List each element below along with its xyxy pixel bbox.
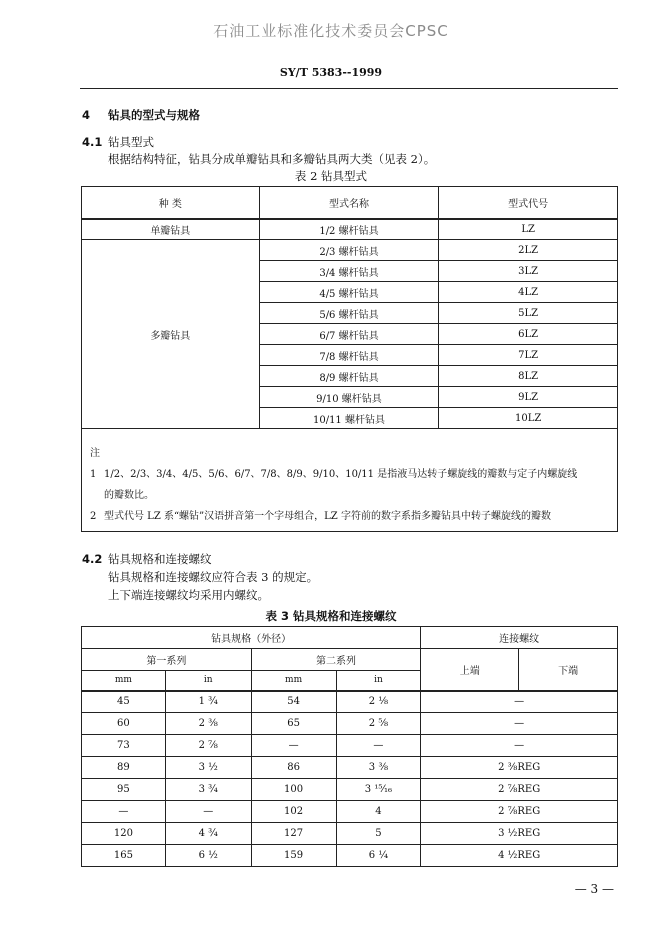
table-3-header-lower: 下端	[519, 649, 618, 691]
table-2-single-category: 单瓣钻具	[82, 219, 260, 240]
table-2-header-category: 种 类	[82, 187, 260, 219]
table-2-caption: 表 2 钻具型式	[294, 169, 368, 183]
table-3-cell-s2-in: 2 ⅝	[336, 713, 421, 735]
table-2-cell-name: 10/11 螺杆钻具	[259, 408, 439, 429]
table-2-cell-code: 9LZ	[439, 387, 618, 408]
table-3-cell-thread: —	[421, 735, 618, 757]
table-3-cell-s1-in: 4 ¾	[165, 823, 251, 845]
table-2-cell-name: 5/6 螺杆钻具	[259, 303, 439, 324]
table-3-cell-s1-mm: 73	[82, 735, 166, 757]
table-2-note-row	[82, 429, 618, 532]
table-2-cell-code: 3LZ	[439, 261, 618, 282]
table-3-cell-s2-mm: —	[251, 735, 336, 757]
table-3-cell-thread: 2 ⅜REG	[421, 757, 618, 779]
table-row	[82, 823, 618, 845]
note-title: 注	[90, 448, 100, 459]
table-row	[82, 219, 618, 240]
table-2-cell-code: 6LZ	[439, 324, 618, 345]
section-4-1-heading	[82, 134, 154, 150]
watermark: 石油工业标准化技术委员会CPSC	[213, 22, 449, 40]
table-row	[82, 757, 618, 779]
table-row	[82, 779, 618, 801]
table-3-header-row-1	[82, 627, 618, 649]
table-3-cell-s2-mm: 86	[251, 757, 336, 779]
table-3-cell-s1-mm: —	[82, 801, 166, 823]
table-row	[82, 240, 618, 261]
section-4-2-heading	[82, 551, 212, 567]
note-2-text: 型式代号 LZ 系“螺钻”汉语拼音第一个字母组合，LZ 字符前的数字系指多瓣钻具中转子螺旋线的瓣数	[104, 511, 551, 522]
table-3-cell-s1-in: 6 ½	[165, 845, 251, 867]
table-3-cell-s2-mm: 127	[251, 823, 336, 845]
table-3-cell-s1-mm: 45	[82, 691, 166, 713]
table-3-cell-thread: 2 ⅞REG	[421, 779, 618, 801]
page-number: — 3 —	[574, 882, 614, 896]
note-1-line-2: 的瓣数比。	[104, 490, 154, 501]
table-3-cell-s2-in: 4	[336, 801, 421, 823]
table-3-header-series-2: 第二系列	[251, 649, 421, 671]
table-3-cell-thread: 4 ½REG	[421, 845, 618, 867]
table-2-cell-code: 10LZ	[439, 408, 618, 429]
table-3-cell-s1-in: 2 ⅜	[165, 713, 251, 735]
table-3-cell-s2-in: 2 ⅛	[336, 691, 421, 713]
table-3-cell-s1-mm: 120	[82, 823, 166, 845]
section-4-2-title: 钻具规格和连接螺纹	[108, 552, 212, 566]
table-3-header-upper: 上端	[421, 649, 519, 691]
table-3-header-spec: 钻具规格（外径）	[82, 627, 421, 649]
table-3-cell-s2-mm: 159	[251, 845, 336, 867]
table-3-cell-thread: —	[421, 691, 618, 713]
table-3-cell-thread: 2 ⅞REG	[421, 801, 618, 823]
table-3-header-series-1: 第一系列	[82, 649, 252, 671]
table-3-cell-s1-mm: 95	[82, 779, 166, 801]
table-2-cell-name: 6/7 螺杆钻具	[259, 324, 439, 345]
note-1	[90, 464, 609, 485]
section-4-heading	[82, 107, 200, 123]
table-3-header-thread: 连接螺纹	[421, 627, 618, 649]
table-3-cell-s1-in: —	[165, 801, 251, 823]
table-3-cell-s2-in: 6 ¼	[336, 845, 421, 867]
table-2-header-name: 型式名称	[259, 187, 439, 219]
table-3-unit-in: in	[336, 671, 421, 691]
note-2-label: 2	[90, 511, 97, 522]
table-3-cell-s1-mm: 60	[82, 713, 166, 735]
table-3-caption: 表 3 钻具规格和连接螺纹	[265, 609, 397, 623]
table-3	[81, 626, 618, 867]
table-row	[82, 713, 618, 735]
table-3-cell-s2-mm: 100	[251, 779, 336, 801]
table-2-cell-code: 5LZ	[439, 303, 618, 324]
table-row	[82, 801, 618, 823]
table-3-cell-thread: —	[421, 713, 618, 735]
table-3-cell-s1-in: 2 ⅞	[165, 735, 251, 757]
table-3-cell-s1-in: 3 ½	[165, 757, 251, 779]
header-rule	[80, 88, 618, 89]
table-3-cell-s1-mm: 89	[82, 757, 166, 779]
section-4-number: 4	[82, 108, 91, 122]
table-3-cell-s2-mm: 102	[251, 801, 336, 823]
table-3-cell-s2-in: 3 ⅜	[336, 757, 421, 779]
table-2-cell-code: 7LZ	[439, 345, 618, 366]
table-2-cell-code: 2LZ	[439, 240, 618, 261]
table-2-cell-name: 4/5 螺杆钻具	[259, 282, 439, 303]
table-3-cell-thread: 3 ½REG	[421, 823, 618, 845]
table-2-multi-category: 多瓣钻具	[82, 240, 260, 429]
note-2	[90, 506, 609, 527]
standard-number: SY/T 5383--1999	[279, 66, 383, 79]
table-row	[82, 691, 618, 713]
table-2-cell-name: 1/2 螺杆钻具	[259, 219, 439, 240]
section-4-2-body-2: 上下端连接螺纹均采用内螺纹。	[108, 588, 269, 602]
table-3-unit-mm: mm	[82, 671, 166, 691]
section-4-1-number: 4.1	[82, 135, 103, 149]
section-4-1-body: 根据结构特征，钻具分成单瓣钻具和多瓣钻具两大类（见表 2）。	[108, 152, 436, 166]
table-2-header-code: 型式代号	[439, 187, 618, 219]
note-1-line-1: 1/2、2/3、3/4、4/5、5/6、6/7、7/8、8/9、9/10、10/11 是指液马达转子螺旋线的瓣数与定子内螺旋线	[104, 469, 578, 480]
table-3-cell-s1-mm: 165	[82, 845, 166, 867]
table-2-notes	[82, 429, 618, 532]
section-4-2-number: 4.2	[82, 552, 103, 566]
table-3-unit-mm: mm	[251, 671, 336, 691]
table-2-cell-code: LZ	[439, 219, 618, 240]
table-3-cell-s2-in: 5	[336, 823, 421, 845]
table-2-header-row	[82, 187, 618, 219]
table-row	[82, 735, 618, 757]
table-3-unit-in: in	[165, 671, 251, 691]
section-4-title: 钻具的型式与规格	[108, 108, 200, 122]
note-1-label: 1	[90, 469, 97, 480]
table-2-cell-name: 9/10 螺杆钻具	[259, 387, 439, 408]
table-2	[81, 186, 618, 532]
table-2-cell-name: 3/4 螺杆钻具	[259, 261, 439, 282]
table-row	[82, 845, 618, 867]
table-3-cell-s2-mm: 65	[251, 713, 336, 735]
table-2-cell-name: 8/9 螺杆钻具	[259, 366, 439, 387]
table-3-cell-s1-in: 3 ¾	[165, 779, 251, 801]
table-3-cell-s1-in: 1 ¾	[165, 691, 251, 713]
table-3-cell-s2-in: —	[336, 735, 421, 757]
section-4-2-body-1: 钻具规格和连接螺纹应符合表 3 的规定。	[108, 570, 319, 584]
table-2-cell-name: 7/8 螺杆钻具	[259, 345, 439, 366]
section-4-1-title: 钻具型式	[108, 135, 154, 149]
table-2-cell-code: 4LZ	[439, 282, 618, 303]
table-3-cell-s2-mm: 54	[251, 691, 336, 713]
table-2-cell-code: 8LZ	[439, 366, 618, 387]
table-3-header-row-2	[82, 649, 618, 671]
table-3-cell-s2-in: 3 ¹⁵⁄₁₆	[336, 779, 421, 801]
table-2-cell-name: 2/3 螺杆钻具	[259, 240, 439, 261]
